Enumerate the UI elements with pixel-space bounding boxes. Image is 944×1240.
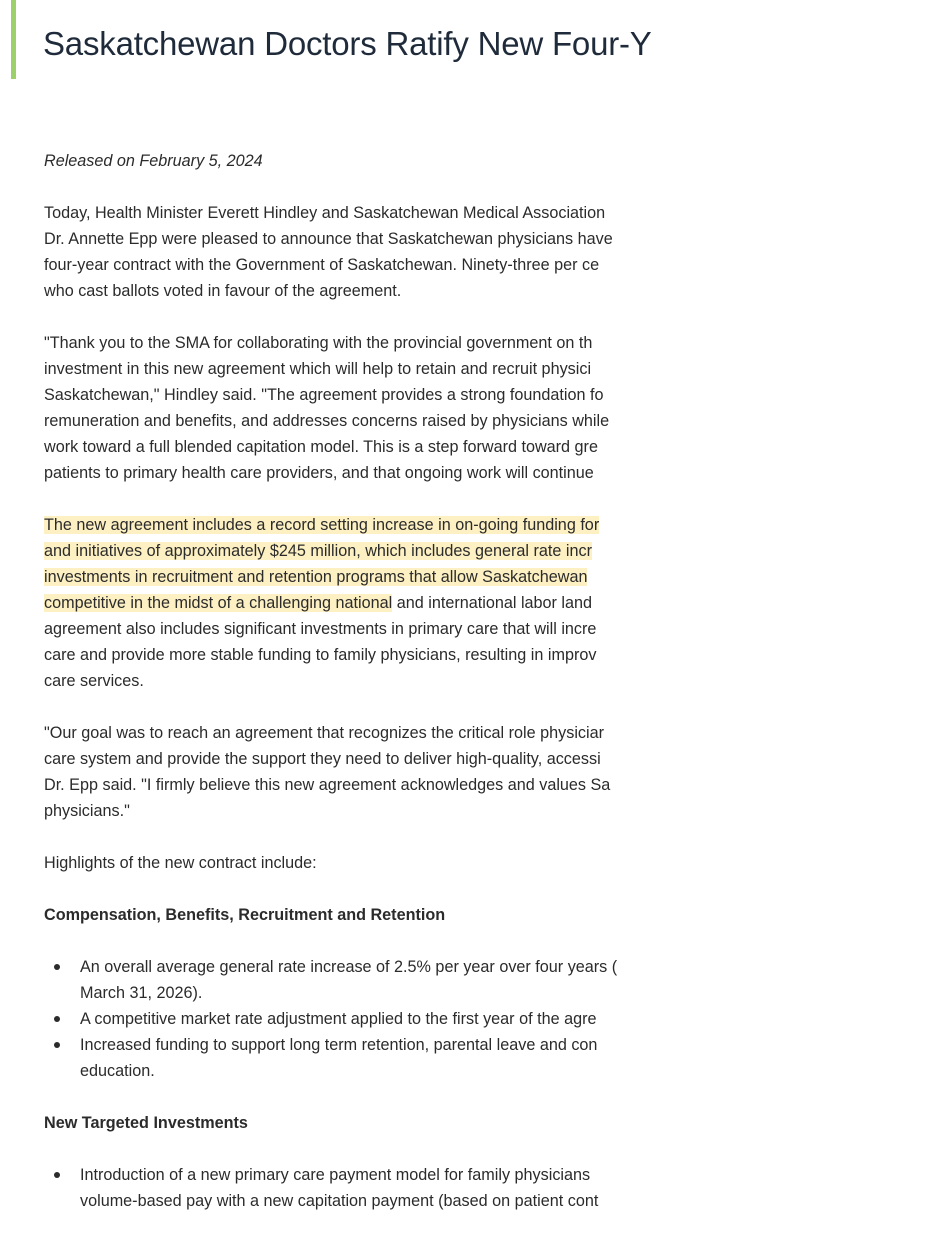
text-line: remuneration and benefits, and addresses concerns raised by physicians while <box>44 412 610 430</box>
highlighted-text: competitive in the midst of a challenging national <box>44 594 393 612</box>
text-line: Introduction of a new primary care payment model for family physicians <box>80 1166 591 1184</box>
text-line: Today, Health Minister Everett Hindley and Saskatchewan Medical Association <box>44 204 606 222</box>
text-line: investment in this new agreement which will help to retain and recruit physici <box>44 360 592 378</box>
paragraph-2-quote <box>44 330 944 486</box>
highlighted-text: investments in recruitment and retention programs that allow Saskatchewan <box>44 568 588 586</box>
article-body <box>44 148 944 1240</box>
section-heading-compensation: Compensation, Benefits, Recruitment and Retention <box>44 906 446 924</box>
highlighted-text: The new agreement includes a record setting increase in on-going funding for <box>44 516 600 534</box>
text-line: A competitive market rate adjustment applied to the first year of the agre <box>80 1010 597 1028</box>
text-line: patients to primary health care providers, and that ongoing work will continue <box>44 464 594 482</box>
text-line: agreement also includes significant investments in primary care that will incre <box>44 620 597 638</box>
text-line: who cast ballots voted in favour of the agreement. <box>44 282 402 300</box>
bullet-icon <box>54 1042 60 1048</box>
text-line: physicians." <box>44 802 130 820</box>
list-item <box>44 1032 944 1084</box>
text-line: four-year contract with the Government of Saskatchewan. Ninety-three per ce <box>44 256 600 274</box>
title-accent-bar <box>11 0 16 79</box>
text-line: "Thank you to the SMA for collaborating with the provincial government on th <box>44 334 593 352</box>
list-item <box>44 1162 944 1214</box>
bullet-icon <box>54 1172 60 1178</box>
text-line: care system and provide the support they need to deliver high-quality, accessi <box>44 750 601 768</box>
text-line: An overall average general rate increase of 2.5% per year over four years ( <box>80 958 618 976</box>
text-line: Increased funding to support long term retention, parental leave and con <box>80 1036 598 1054</box>
list-item <box>44 954 944 1006</box>
paragraph-1 <box>44 200 944 304</box>
bullet-icon <box>54 964 60 970</box>
bullet-icon <box>54 1016 60 1022</box>
list-item <box>44 1006 944 1032</box>
text-line: "Our goal was to reach an agreement that recognizes the critical role physiciar <box>44 724 604 742</box>
page-title: Saskatchewan Doctors Ratify New Four-Y <box>43 25 652 62</box>
highlighted-text: and initiatives of approximately $245 million, which includes general rate incr <box>44 542 592 560</box>
text-line-rest: and international labor land <box>392 594 593 612</box>
investments-bullet-list <box>44 1162 944 1214</box>
text-line: Saskatchewan," Hindley said. "The agreement provides a strong foundation fo <box>44 386 604 404</box>
release-date: Released on February 5, 2024 <box>44 152 263 170</box>
section-heading-targeted-investments: New Targeted Investments <box>44 1114 248 1132</box>
text-line: care services. <box>44 672 144 690</box>
text-line: volume-based pay with a new capitation payment (based on patient cont <box>80 1192 599 1210</box>
paragraph-3-highlighted <box>44 512 944 694</box>
compensation-bullet-list <box>44 954 944 1084</box>
text-line: care and provide more stable funding to family physicians, resulting in improv <box>44 646 597 664</box>
text-line: March 31, 2026). <box>80 984 203 1002</box>
paragraph-4-quote <box>44 720 944 824</box>
text-line: Dr. Annette Epp were pleased to announce that Saskatchewan physicians have <box>44 230 613 248</box>
text-line: work toward a full blended capitation model. This is a step forward toward gre <box>44 438 598 456</box>
text-line: Dr. Epp said. "I firmly believe this new agreement acknowledges and values Sa <box>44 776 611 794</box>
text-line: education. <box>80 1062 155 1080</box>
highlights-intro: Highlights of the new contract include: <box>44 854 317 872</box>
